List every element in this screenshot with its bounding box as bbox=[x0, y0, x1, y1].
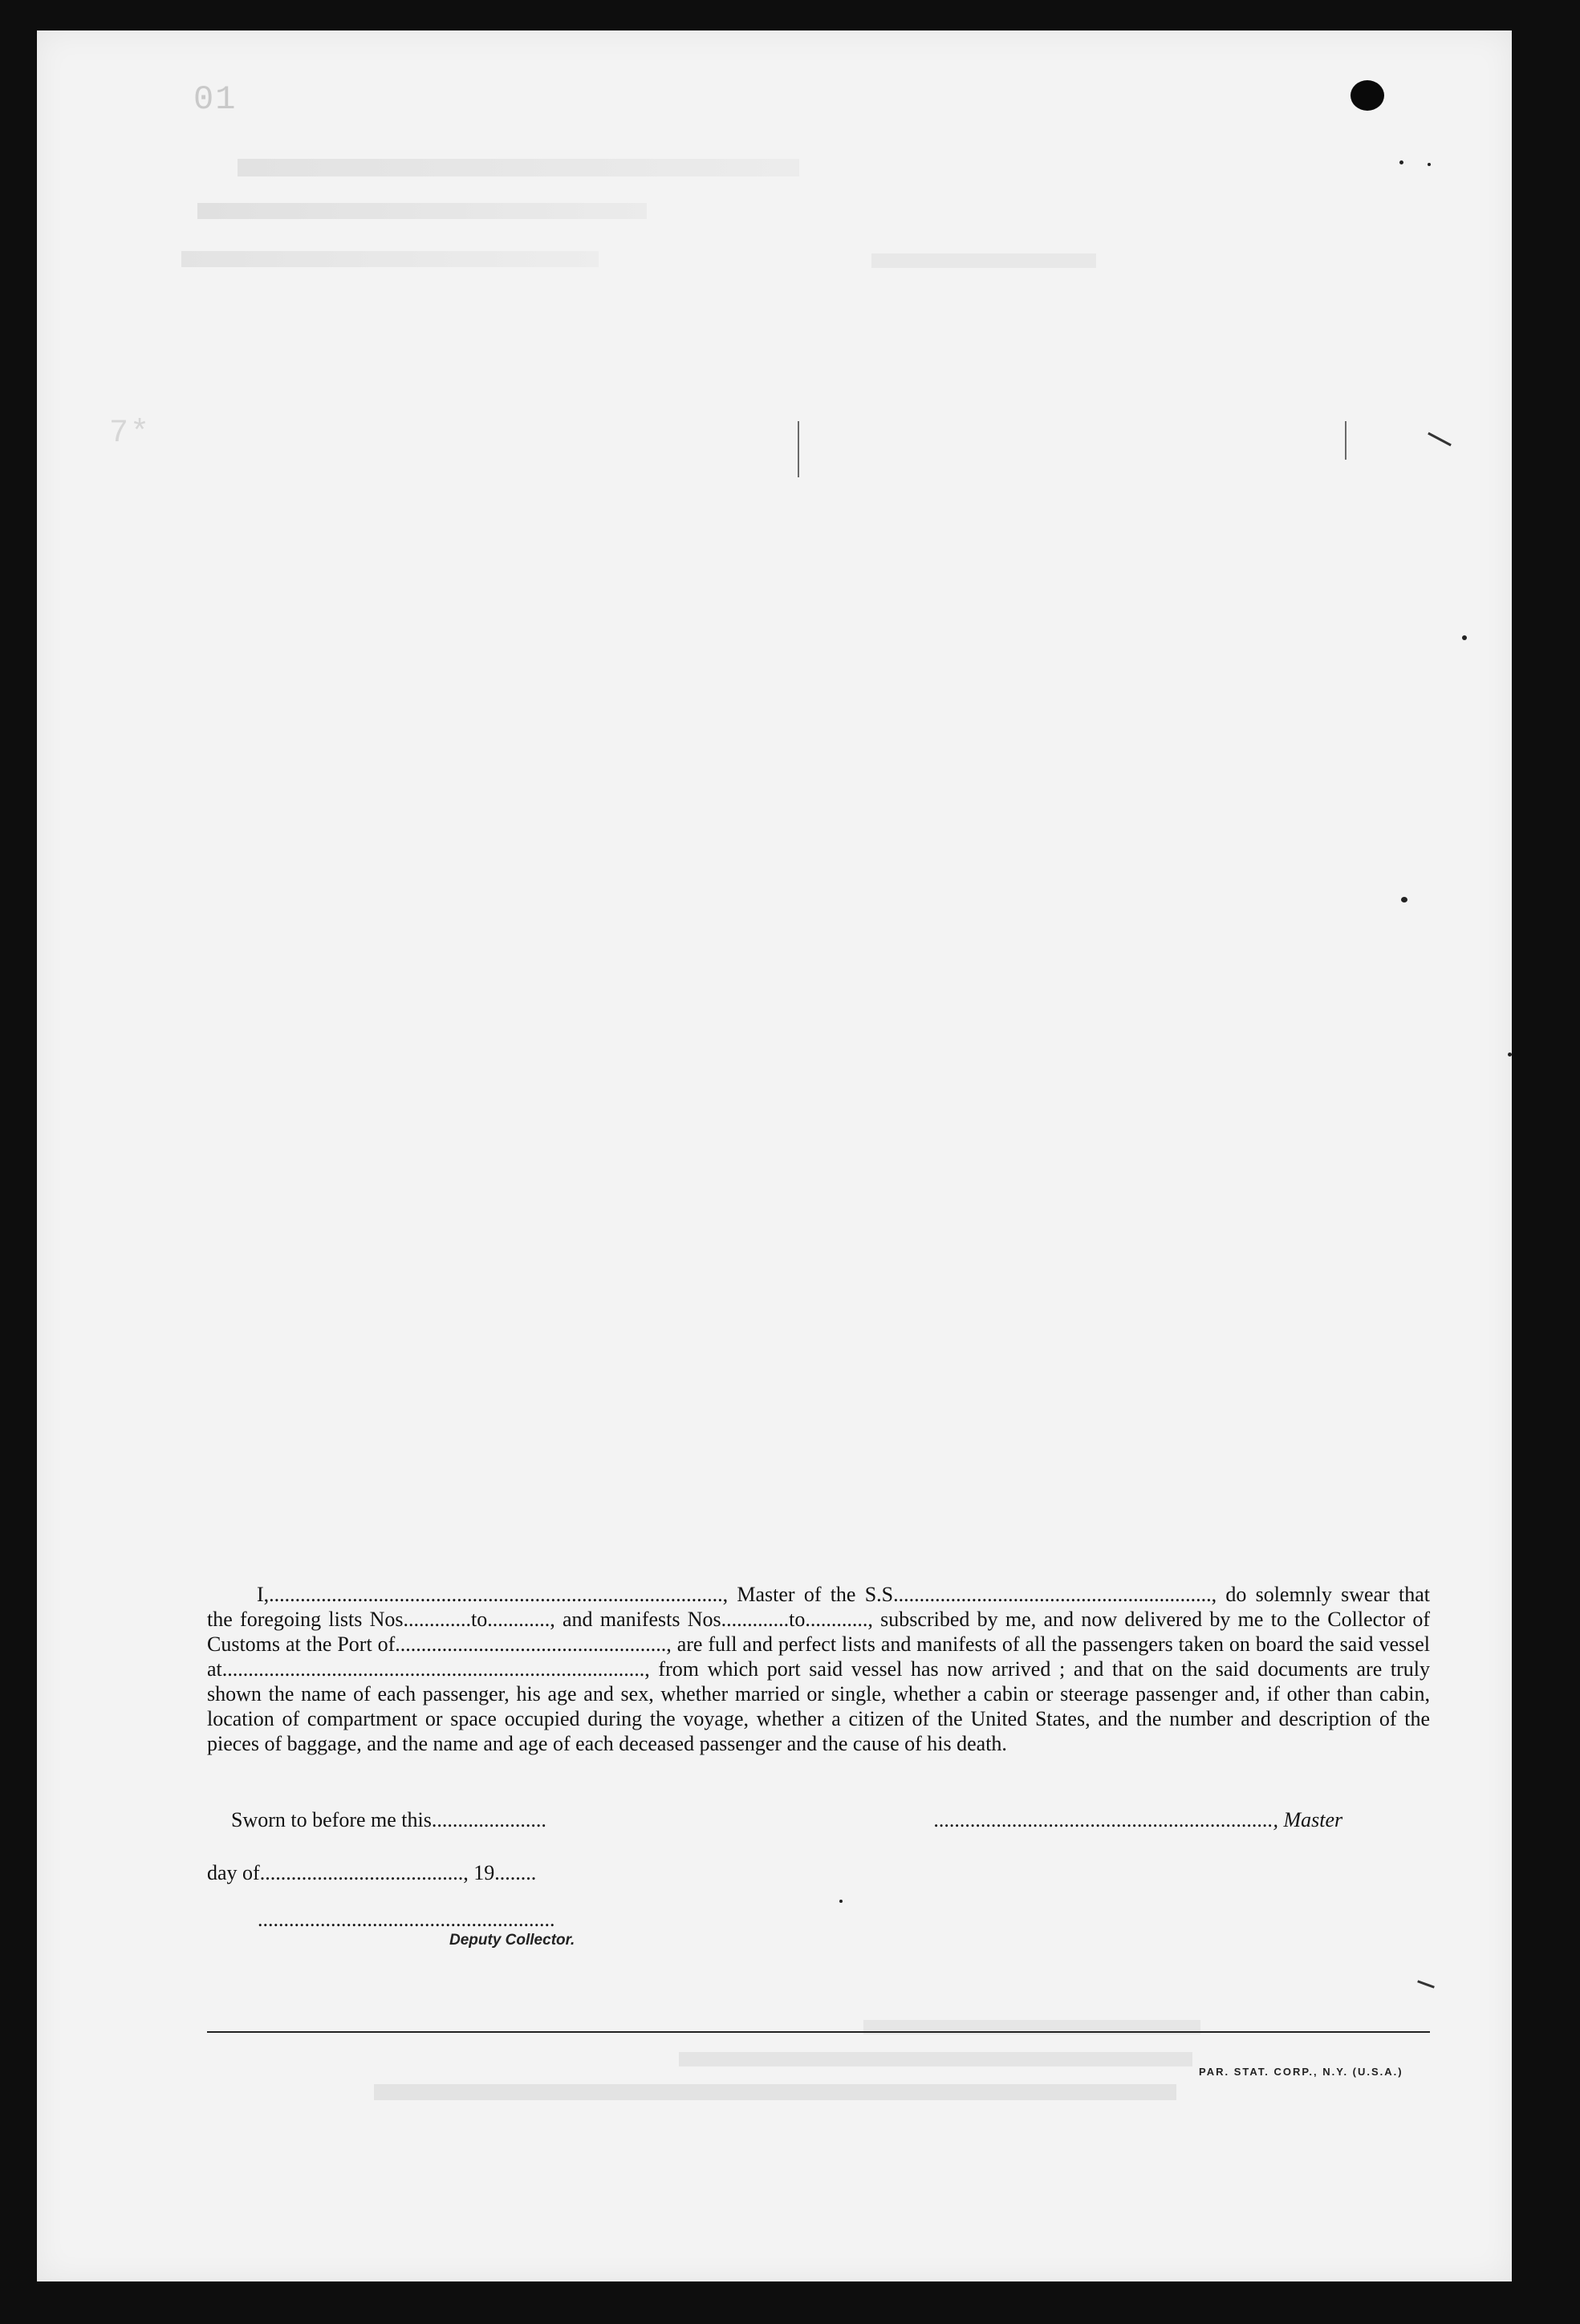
speck bbox=[1428, 163, 1431, 166]
speck bbox=[1401, 897, 1407, 902]
bleed-through-text bbox=[871, 253, 1096, 268]
printer-credit: PAR. STAT. CORP., N.Y. (U.S.A.) bbox=[1199, 2066, 1403, 2078]
bleed-through-text bbox=[197, 203, 647, 219]
punch-hole bbox=[1351, 80, 1384, 111]
bleed-through-text bbox=[238, 159, 799, 176]
bleed-through-text bbox=[679, 2052, 1192, 2066]
document-page bbox=[37, 30, 1512, 2281]
bleed-through-text bbox=[181, 251, 599, 267]
speck bbox=[1462, 635, 1467, 640]
sworn-line: Sworn to before me this...................... bbox=[231, 1808, 546, 1831]
footer-rule bbox=[207, 2031, 1430, 2033]
speck bbox=[1508, 1052, 1512, 1057]
bleed-through-text: 01 bbox=[193, 80, 238, 119]
speck bbox=[839, 1900, 843, 1903]
vertical-mark bbox=[1345, 421, 1346, 460]
bleed-through-text: 7* bbox=[109, 416, 152, 452]
master-signature: ................................................................., Master bbox=[934, 1808, 1343, 1831]
bleed-through-text bbox=[374, 2084, 1176, 2100]
deputy-signature-line: ......................................................... bbox=[258, 1908, 555, 1931]
date-line: day of......................................., 19........ bbox=[207, 1861, 537, 1884]
oath-paragraph: I,......................................................................................., Master of the S.S............................................................., do solemnly swear that the foregoing lists Nos.............to............, and manifests Nos.............to............, subscribed by me, and now delivered by me to the Collector of Customs at the Port of...................................................., are full and perfect lists and manifests of all the passengers taken on board the said vessel at................................................................................., from which port said vessel has now arrived ; and that on the said documents are truly shown the name of each passenger, his age and sex, whether married or single, whether a cabin or steerage passenger and, if other than cabin, location of compartment or space occupied during the voyage, whether a citizen of the United States, and the number and description of the pieces of baggage, and the name and age of each deceased passenger and the cause of his death. bbox=[207, 1583, 1430, 1755]
master-signature-line bbox=[934, 1808, 1342, 1832]
master-oath bbox=[207, 1582, 1430, 1756]
pencil-stroke bbox=[1417, 1980, 1435, 1988]
speck bbox=[1399, 160, 1403, 164]
deputy-collector-label: Deputy Collector. bbox=[449, 1932, 575, 1949]
pencil-stroke bbox=[1428, 432, 1452, 447]
vertical-mark bbox=[798, 421, 799, 477]
